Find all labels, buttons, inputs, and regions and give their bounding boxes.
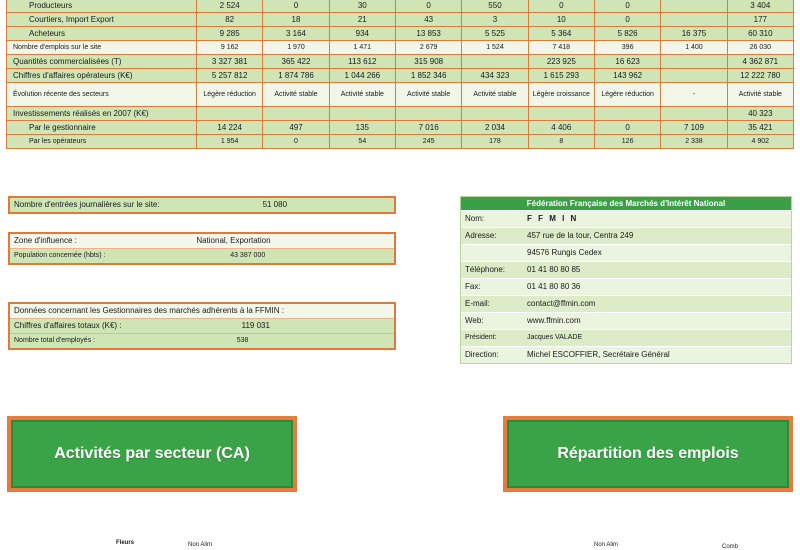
chart-label-fleurs: Fleurs <box>116 540 135 546</box>
table-cell: 1 524 <box>462 41 528 55</box>
table-row <box>7 107 794 121</box>
table-cell: 4 362 871 <box>727 55 793 69</box>
chart-label-nonalim-left: Non Alim <box>188 542 213 548</box>
table-cell: 0 <box>594 121 660 135</box>
table-cell <box>462 107 528 121</box>
influence-zone-value: National, Exportation <box>196 236 271 245</box>
table-cell: 3 327 381 <box>197 55 263 69</box>
table-cell: 1 400 <box>661 41 727 55</box>
row-label: Chiffres d'affaires opérateurs (K€) <box>7 69 197 83</box>
federation-panel <box>460 196 792 364</box>
federation-key: Adresse: <box>465 231 497 240</box>
repartition-emplois-button[interactable] <box>503 416 793 492</box>
daily-entries-value: 51 080 <box>262 200 288 209</box>
federation-value: 94576 Rungis Cedex <box>527 248 602 257</box>
federation-rows <box>461 210 791 363</box>
table-cell <box>661 0 727 13</box>
row-label: Par le gestionnaire <box>7 121 197 135</box>
federation-key: Président: <box>465 334 497 341</box>
statistics-table <box>6 0 794 149</box>
federation-row <box>461 227 791 244</box>
table-cell: 2 524 <box>197 0 263 13</box>
federation-value: 457 rue de la tour, Centra 249 <box>527 231 634 240</box>
table-cell: 550 <box>462 0 528 13</box>
federation-key: Direction: <box>465 350 499 359</box>
statistics-table-body <box>7 0 794 149</box>
table-row <box>7 55 794 69</box>
table-cell: 396 <box>594 41 660 55</box>
table-cell: 0 <box>528 0 594 13</box>
table-cell: Activité stable <box>727 83 793 107</box>
table-cell: Activité stable <box>395 83 461 107</box>
table-cell: 21 <box>329 13 395 27</box>
daily-entries-box <box>8 196 396 214</box>
table-row <box>7 0 794 13</box>
table-cell <box>329 107 395 121</box>
table-cell: 1 615 293 <box>528 69 594 83</box>
row-label: Producteurs <box>7 0 197 13</box>
row-label: Courtiers, Import Export <box>7 13 197 27</box>
table-cell: 1 044 266 <box>329 69 395 83</box>
table-cell: 2 679 <box>395 41 461 55</box>
table-cell: - <box>661 83 727 107</box>
table-cell: 5 826 <box>594 27 660 41</box>
gestionnaires-ca-row <box>10 319 394 334</box>
federation-value[interactable]: www.ffmin.com <box>527 316 581 325</box>
table-cell: 9 162 <box>197 41 263 55</box>
table-cell <box>594 107 660 121</box>
table-cell <box>528 107 594 121</box>
table-cell: 135 <box>329 121 395 135</box>
gestionnaires-emp-value: 538 <box>236 337 249 344</box>
federation-title: Fédération Française des Marchés d'Intérêt National <box>461 197 791 210</box>
table-cell: 934 <box>329 27 395 41</box>
table-cell <box>661 107 727 121</box>
federation-row <box>461 244 791 261</box>
table-cell: 13 853 <box>395 27 461 41</box>
influence-zone-row <box>10 234 394 249</box>
table-cell: 0 <box>263 0 329 13</box>
federation-key <box>461 245 527 261</box>
population-row <box>10 249 394 263</box>
table-cell <box>462 55 528 69</box>
federation-value: Michel ESCOFFIER, Secrétaire Général <box>527 350 670 359</box>
table-cell: Activité stable <box>462 83 528 107</box>
table-cell: 35 421 <box>727 121 793 135</box>
table-cell: 43 <box>395 13 461 27</box>
table-cell: 26 030 <box>727 41 793 55</box>
influence-zone-label: Zone d'influence : <box>14 236 77 245</box>
table-cell <box>661 55 727 69</box>
federation-row <box>461 312 791 329</box>
table-cell: 497 <box>263 121 329 135</box>
table-cell: Légère croissance <box>528 83 594 107</box>
federation-row <box>461 295 791 312</box>
table-cell: 2 338 <box>661 135 727 149</box>
table-cell: 365 422 <box>263 55 329 69</box>
table-cell: 4 406 <box>528 121 594 135</box>
table-cell: 18 <box>263 13 329 27</box>
table-cell: 0 <box>594 13 660 27</box>
table-cell: Activité stable <box>263 83 329 107</box>
table-cell <box>661 69 727 83</box>
table-cell: 1 970 <box>263 41 329 55</box>
gestionnaires-title: Données concernant les Gestionnaires des marchés adhérents à la FFMIN : <box>14 306 284 315</box>
gestionnaires-box <box>8 302 396 350</box>
row-label: Investissements réalisés en 2007 (K€) <box>7 107 197 121</box>
federation-key: Nom: <box>465 214 485 223</box>
federation-key: Fax: <box>465 282 481 291</box>
table-cell: 12 222 780 <box>727 69 793 83</box>
gestionnaires-title-row <box>10 304 394 319</box>
federation-value: Jacques VALADE <box>527 334 583 341</box>
federation-row <box>461 210 791 227</box>
table-cell: Légère réduction <box>197 83 263 107</box>
table-cell: 223 925 <box>528 55 594 69</box>
federation-key: Téléphone: <box>465 265 506 274</box>
table-cell: 1 954 <box>197 135 263 149</box>
table-cell: 1 874 786 <box>263 69 329 83</box>
table-cell: 0 <box>395 0 461 13</box>
daily-entries-label: Nombre d'entrées journalières sur le site: <box>14 200 160 209</box>
table-row <box>7 27 794 41</box>
table-row <box>7 83 794 107</box>
table-cell: 7 418 <box>528 41 594 55</box>
table-cell: 315 908 <box>395 55 461 69</box>
table-cell <box>197 107 263 121</box>
activites-secteur-label: Activités par secteur (CA) <box>54 445 250 462</box>
table-cell: 2 034 <box>462 121 528 135</box>
activites-secteur-button[interactable] <box>7 416 297 492</box>
row-label: Par les opérateurs <box>7 135 197 149</box>
table-cell: 1 471 <box>329 41 395 55</box>
chart-label-comb: Comb <box>722 544 739 550</box>
table-cell: 16 375 <box>661 27 727 41</box>
table-cell <box>661 13 727 27</box>
table-cell <box>263 107 329 121</box>
table-row <box>7 135 794 149</box>
gestionnaires-emp-label: Nombre total d'employés : <box>14 337 96 344</box>
table-cell: 60 310 <box>727 27 793 41</box>
table-cell: Légère réduction <box>594 83 660 107</box>
table-cell: 30 <box>329 0 395 13</box>
federation-row <box>461 346 791 363</box>
row-label: Acheteurs <box>7 27 197 41</box>
federation-row <box>461 278 791 295</box>
table-cell: 245 <box>395 135 461 149</box>
table-cell: 178 <box>462 135 528 149</box>
table-cell: Activité stable <box>329 83 395 107</box>
federation-key: E-mail: <box>465 299 490 308</box>
gestionnaires-ca-label: Chiffres d'affaires totaux (K€) : <box>14 321 122 330</box>
table-cell: 143 962 <box>594 69 660 83</box>
federation-value: 01 41 80 80 36 <box>527 282 581 291</box>
influence-box <box>8 232 396 265</box>
table-cell: 16 623 <box>594 55 660 69</box>
gestionnaires-emp-row <box>10 334 394 348</box>
table-cell: 434 323 <box>462 69 528 83</box>
population-value: 43 387 000 <box>230 252 266 259</box>
row-label: Quantités commercialisées (T) <box>7 55 197 69</box>
table-cell: 0 <box>263 135 329 149</box>
chart-label-nonalim-right: Non Alim <box>594 542 619 548</box>
federation-row <box>461 261 791 278</box>
table-cell: 1 852 346 <box>395 69 461 83</box>
table-cell: 7 016 <box>395 121 461 135</box>
federation-value[interactable]: contact@ffmin.com <box>527 299 596 308</box>
row-label: Évolution récente des secteurs <box>7 83 197 107</box>
population-label: Population concernée (hbts) : <box>14 252 106 259</box>
table-cell: 82 <box>197 13 263 27</box>
table-row <box>7 13 794 27</box>
daily-entries-row <box>10 198 394 212</box>
table-cell: 5 525 <box>462 27 528 41</box>
table-cell: 5 364 <box>528 27 594 41</box>
federation-row <box>461 329 791 346</box>
table-cell: 8 <box>528 135 594 149</box>
table-cell: 0 <box>594 0 660 13</box>
table-cell: 4 902 <box>727 135 793 149</box>
federation-value: F F M I N <box>527 214 579 223</box>
table-cell: 40 323 <box>727 107 793 121</box>
table-row <box>7 69 794 83</box>
repartition-emplois-label: Répartition des emplois <box>557 445 739 462</box>
table-cell <box>395 107 461 121</box>
table-cell: 3 164 <box>263 27 329 41</box>
federation-key: Web: <box>465 316 484 325</box>
table-row <box>7 41 794 55</box>
table-cell: 3 404 <box>727 0 793 13</box>
table-cell: 10 <box>528 13 594 27</box>
table-cell: 5 257 812 <box>197 69 263 83</box>
row-label: Nombre d'emplois sur le site <box>7 41 197 55</box>
table-cell: 9 285 <box>197 27 263 41</box>
table-row <box>7 121 794 135</box>
table-cell: 7 109 <box>661 121 727 135</box>
table-cell: 14 224 <box>197 121 263 135</box>
table-cell: 54 <box>329 135 395 149</box>
table-cell: 113 612 <box>329 55 395 69</box>
table-cell: 126 <box>594 135 660 149</box>
table-cell: 177 <box>727 13 793 27</box>
table-cell: 3 <box>462 13 528 27</box>
gestionnaires-ca-value: 119 031 <box>241 321 270 330</box>
federation-value: 01 41 80 80 85 <box>527 265 581 274</box>
